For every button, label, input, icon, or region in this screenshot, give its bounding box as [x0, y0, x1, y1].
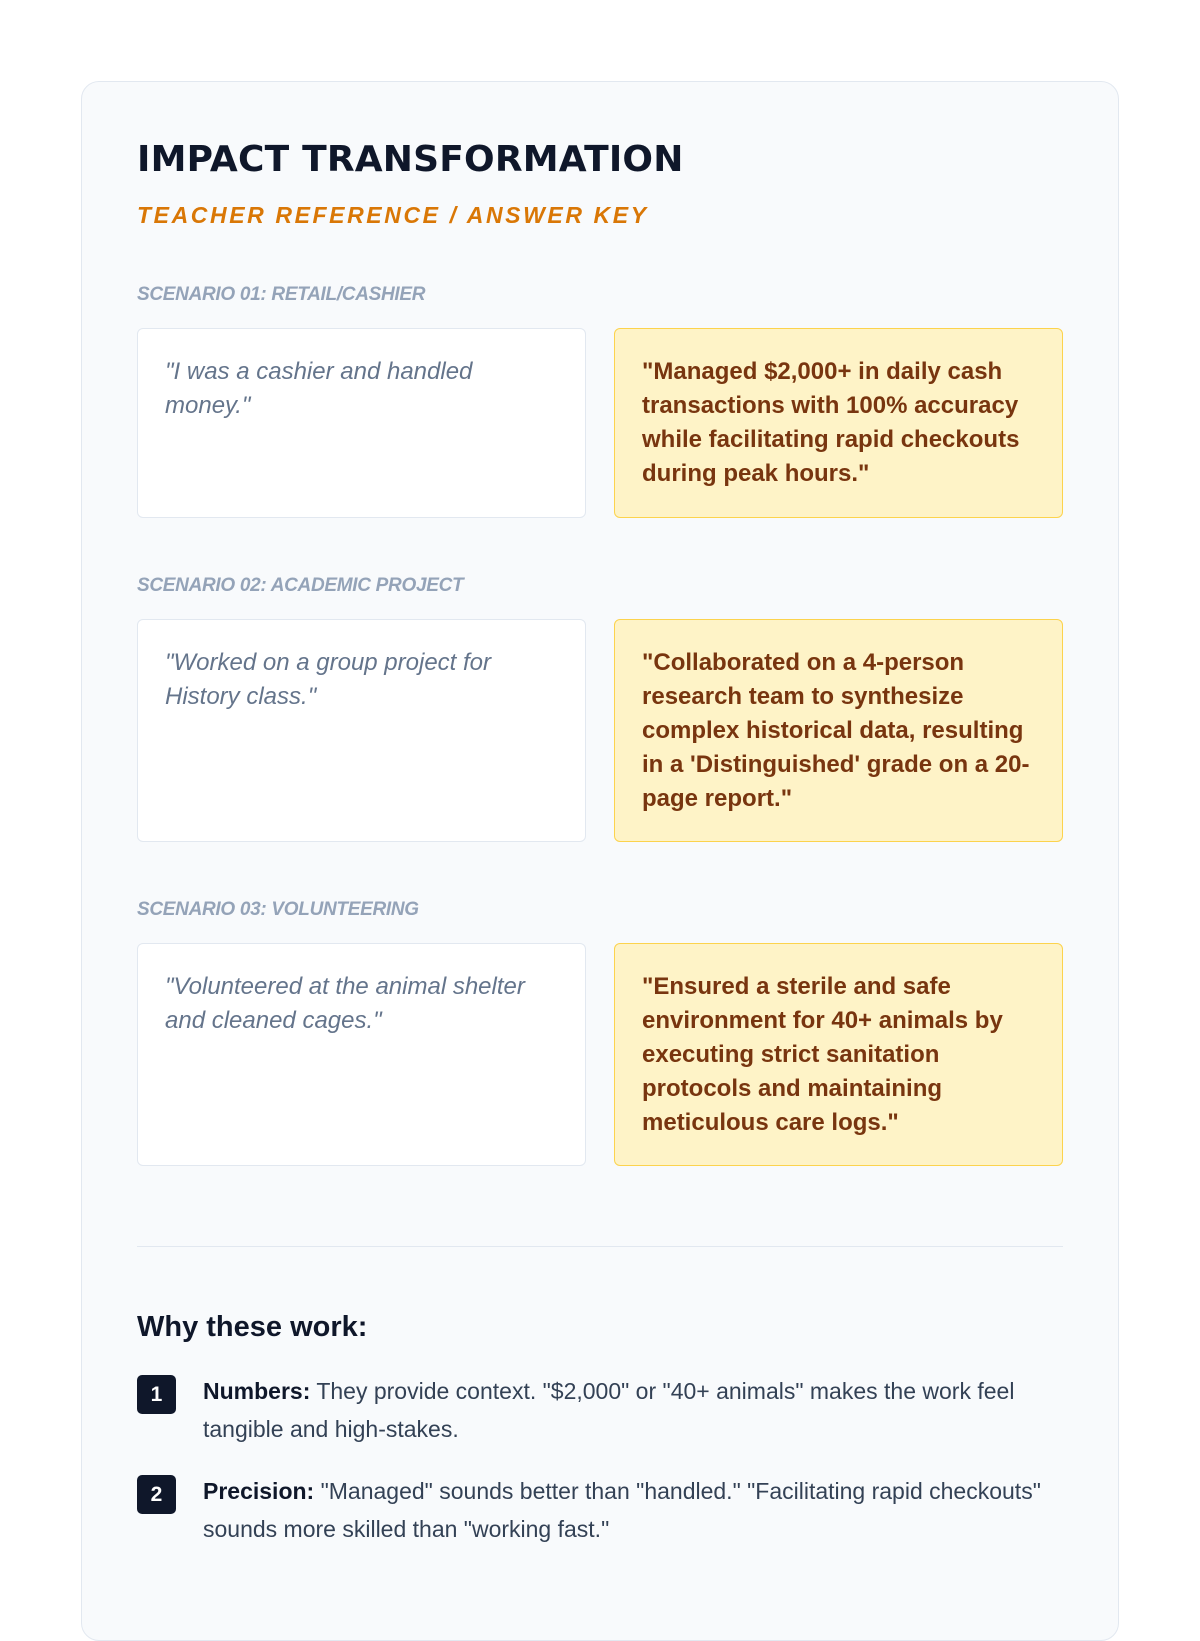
reasons-list	[137, 1372, 1063, 1548]
number-badge: 2	[137, 1475, 176, 1514]
after-statement: "Ensured a sterile and safe environment for 40+ animals by executing strict sanitation protocols and maintaining meticulous care logs."	[614, 943, 1063, 1166]
why-heading: Why these work:	[137, 1311, 368, 1343]
before-statement: "Worked on a group project for History class."	[137, 619, 586, 842]
reason-term: Precision:	[203, 1478, 315, 1504]
page-title: IMPACT TRANSFORMATION	[137, 139, 684, 180]
reason-text	[203, 1372, 1063, 1448]
reason-term: Numbers:	[203, 1378, 311, 1404]
page-subtitle: TEACHER REFERENCE / ANSWER KEY	[137, 202, 649, 228]
after-statement: "Managed $2,000+ in daily cash transactions with 100% accuracy while facilitating rapid checkouts during peak hours."	[614, 328, 1063, 518]
scenario-label: SCENARIO 03: VOLUNTEERING	[137, 899, 419, 920]
reason-item	[137, 1472, 1063, 1548]
reason-description: "Managed" sounds better than "handled." "Facilitating rapid checkouts" sounds more skilled than "working fast."	[203, 1478, 1041, 1542]
number-badge: 1	[137, 1375, 176, 1414]
scenario-pair	[137, 619, 1063, 842]
scenario-label: SCENARIO 01: RETAIL/CASHIER	[137, 284, 426, 305]
scenario-pair	[137, 328, 1063, 518]
scenario-label: SCENARIO 02: ACADEMIC PROJECT	[137, 575, 464, 596]
before-statement: "I was a cashier and handled money."	[137, 328, 586, 518]
scenario-3	[137, 897, 1063, 1166]
scenario-1	[137, 282, 1063, 518]
scenario-pair	[137, 943, 1063, 1166]
reason-description: They provide context. "$2,000" or "40+ animals" makes the work feel tangible and high-stakes.	[203, 1378, 1015, 1442]
section-divider	[137, 1246, 1063, 1247]
scenario-2	[137, 573, 1063, 842]
before-statement: "Volunteered at the animal shelter and cleaned cages."	[137, 943, 586, 1166]
answer-key-card	[81, 81, 1119, 1641]
reason-item	[137, 1372, 1063, 1448]
after-statement: "Collaborated on a 4-person research team to synthesize complex historical data, resulting in a 'Distinguished' grade on a 20-page report."	[614, 619, 1063, 842]
reason-text	[203, 1472, 1063, 1548]
